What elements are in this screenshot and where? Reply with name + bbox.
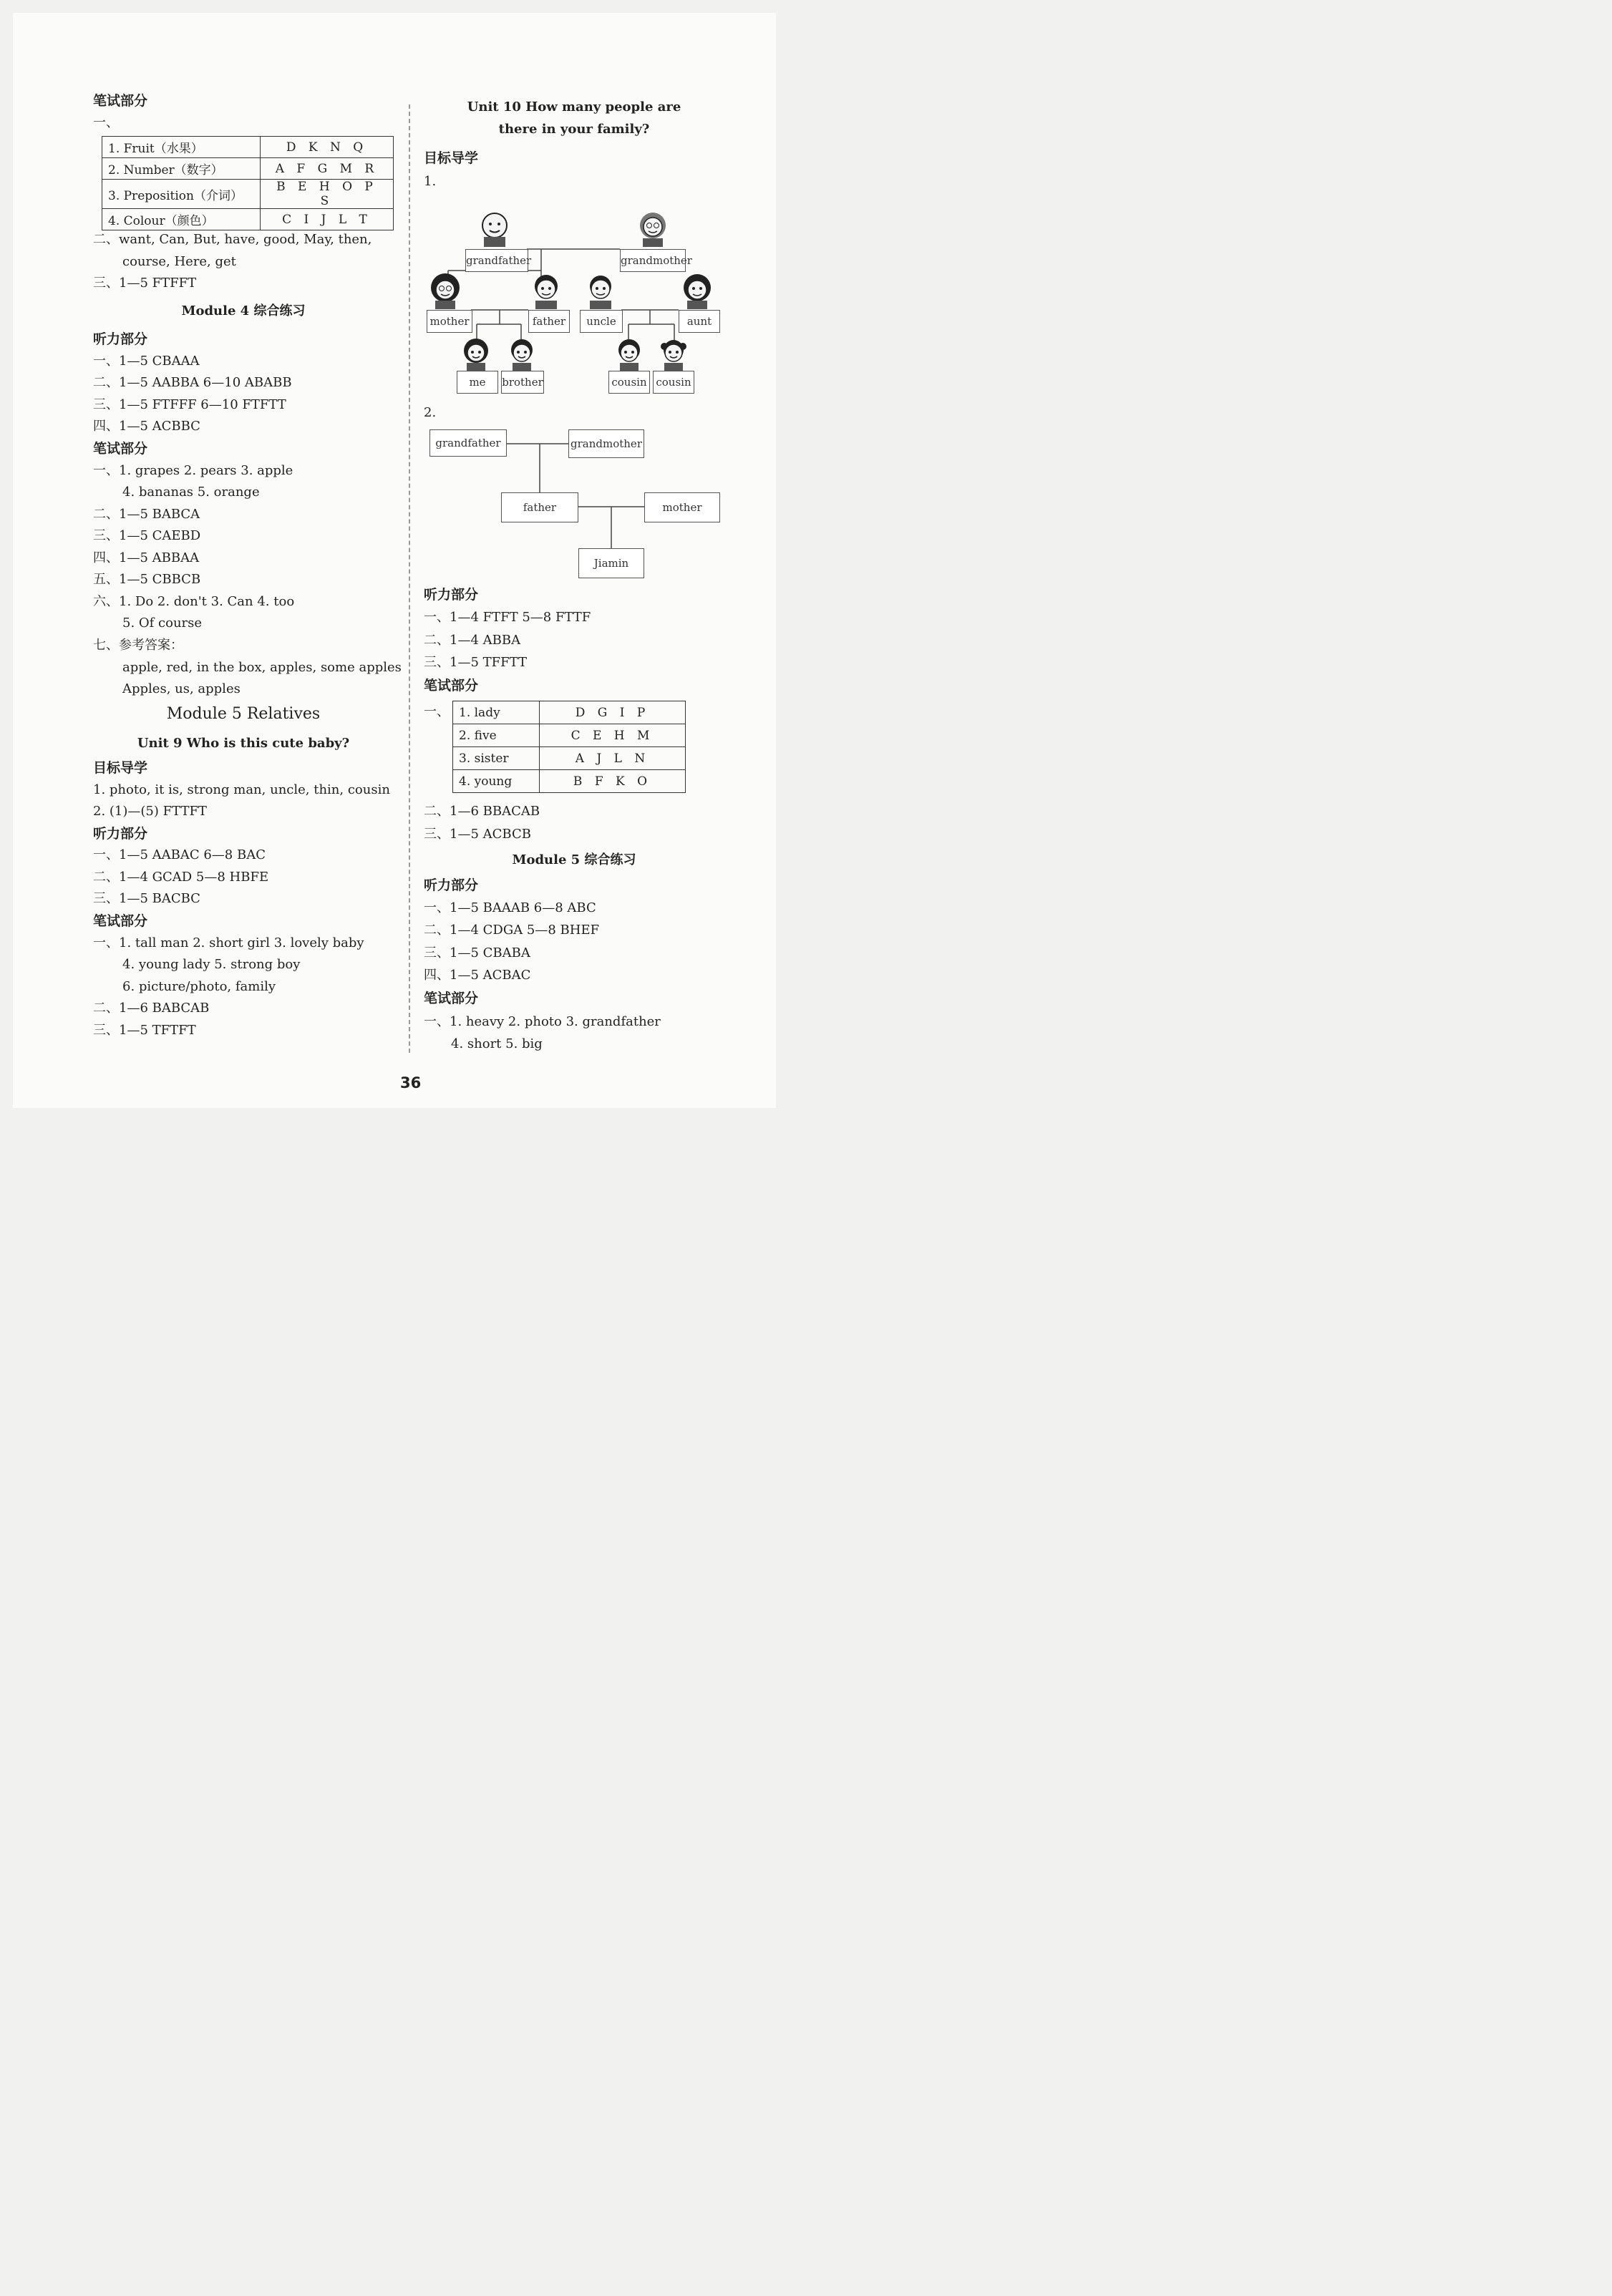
- answer-line: 三、1—5 BACBC: [93, 891, 200, 906]
- section-heading: 笔试部分: [424, 678, 479, 694]
- table-cell: 4. young: [453, 770, 540, 793]
- section-heading: 听力部分: [93, 331, 148, 347]
- section-heading: 听力部分: [424, 877, 479, 893]
- me-portrait: [458, 336, 494, 374]
- answer-line: 二、1—6 BABCAB: [93, 1001, 210, 1016]
- item-number: 1.: [424, 174, 437, 189]
- answer-line: 5. Of course: [122, 616, 203, 631]
- answer-line: 一、1—5 CBAAA: [93, 354, 200, 369]
- answer-line: 一、1—4 FTFT 5—8 FTTF: [424, 610, 591, 625]
- section-heading: 笔试部分: [93, 913, 148, 929]
- table-cell: B E H O P S: [261, 180, 394, 209]
- answer-table-1: [102, 136, 394, 230]
- grandmother-portrait: [634, 210, 671, 250]
- table-cell: 2. Number（数字）: [102, 158, 261, 180]
- table-row: [102, 180, 394, 209]
- tree2-box-grandfather: grandfather: [429, 429, 507, 457]
- column-divider: [409, 104, 410, 1053]
- tree-box-grandmother: grandmother: [620, 249, 686, 272]
- answer-line: 六、1. Do 2. don't 3. Can 4. too: [93, 594, 295, 609]
- answer-line: 4. young lady 5. strong boy: [122, 957, 301, 972]
- answer-line: 一、1. tall man 2. short girl 3. lovely baby: [93, 935, 364, 950]
- answer-line: apple, red, in the box, apples, some apples: [122, 660, 402, 675]
- table-row: [102, 137, 394, 158]
- answer-line: 二、1—5 AABBA 6—10 ABABB: [93, 375, 292, 390]
- table-row: [453, 770, 686, 793]
- answer-line: course, Here, get: [122, 254, 236, 269]
- table-cell: 2. five: [453, 724, 540, 747]
- page-number: 36: [400, 1074, 422, 1091]
- tree2-box-father: father: [501, 492, 578, 522]
- table-cell: C E H M: [540, 724, 686, 747]
- tree-box-grandfather: grandfather: [465, 249, 528, 272]
- aunt-portrait: [679, 272, 716, 312]
- answer-line: 4. short 5. big: [451, 1036, 543, 1051]
- table-row: [453, 747, 686, 770]
- section-heading: 目标导学: [424, 150, 479, 166]
- uncle-portrait: [583, 272, 618, 312]
- answer-line: 七、参考答案：: [93, 638, 183, 653]
- table-cell: A F G M R: [261, 158, 394, 180]
- table-cell: 1. lady: [453, 701, 540, 724]
- item-number: 2.: [424, 405, 437, 420]
- tree-box-brother: brother: [501, 371, 544, 394]
- table-cell: A J L N: [540, 747, 686, 770]
- cousin-portrait: [656, 336, 691, 374]
- unit-title: Unit 9 Who is this cute baby?: [137, 736, 350, 751]
- module-title: Module 4 综合练习: [181, 303, 306, 318]
- answer-line: 三、1—5 TFTFT: [93, 1023, 196, 1038]
- answer-line: 4. bananas 5. orange: [122, 485, 260, 500]
- answer-line: 二、1—4 ABBA: [424, 633, 521, 648]
- unit-title: Unit 10 How many people are: [467, 99, 681, 115]
- table-row: [102, 158, 394, 180]
- answer-line: 三、1—5 TFFTT: [424, 655, 527, 670]
- question-label: 一、: [93, 115, 119, 130]
- tree-box-cousin: cousin: [608, 371, 650, 394]
- answer-line: 四、1—5 ACBAC: [424, 968, 531, 983]
- answer-line: 6. picture/photo, family: [122, 979, 276, 994]
- answer-line: 一、1. grapes 2. pears 3. apple: [93, 463, 293, 478]
- table-row: [102, 209, 394, 230]
- tree-box-me: me: [457, 371, 498, 394]
- tree2-box-grandmother: grandmother: [568, 429, 644, 458]
- tree-box-aunt: aunt: [679, 310, 720, 333]
- section-heading: 笔试部分: [424, 991, 479, 1006]
- section-heading: 笔试部分: [93, 441, 148, 457]
- answer-line: 五、1—5 CBBCB: [93, 572, 201, 587]
- unit-title: there in your family?: [498, 122, 650, 137]
- section-heading: 听力部分: [93, 826, 148, 842]
- table-row: [453, 724, 686, 747]
- answer-line: 1. photo, it is, strong man, uncle, thin, cousin: [93, 782, 390, 797]
- mother-portrait: [427, 272, 464, 312]
- table-row: [453, 701, 686, 724]
- tree-box-father: father: [528, 310, 570, 333]
- answer-table-2: [452, 701, 686, 793]
- answer-line: 三、1—5 CAEBD: [93, 528, 201, 543]
- answer-line: 2. (1)—(5) FTTFT: [93, 804, 207, 819]
- cousin-portrait: [611, 336, 647, 374]
- table-cell: D G I P: [540, 701, 686, 724]
- tree2-box-mother: mother: [644, 492, 720, 522]
- answer-line: 二、1—5 BABCA: [93, 507, 200, 522]
- table-cell: B F K O: [540, 770, 686, 793]
- page: [13, 13, 776, 1108]
- answer-line: 三、1—5 FTFFT: [93, 276, 197, 291]
- table-cell: D K N Q: [261, 137, 394, 158]
- tree-box-uncle: uncle: [580, 310, 623, 333]
- question-label: 一、: [424, 704, 450, 719]
- answer-line: 四、1—5 ABBAA: [93, 550, 200, 565]
- answer-line: Apples, us, apples: [122, 681, 241, 696]
- module-title: Module 5 综合练习: [512, 852, 636, 867]
- module-title: Module 5 Relatives: [166, 705, 321, 723]
- table-cell: 4. Colour（颜色）: [102, 209, 261, 230]
- table-cell: C I J L T: [261, 209, 394, 230]
- tree-box-cousin: cousin: [653, 371, 694, 394]
- section-heading: 笔试部分: [93, 93, 148, 109]
- table-cell: 3. Preposition（介词）: [102, 180, 261, 209]
- table-cell: 1. Fruit（水果）: [102, 137, 261, 158]
- answer-line: 三、1—5 FTFFF 6—10 FTFTT: [93, 397, 286, 412]
- answer-line: 四、1—5 ACBBC: [93, 419, 200, 434]
- section-heading: 目标导学: [93, 760, 148, 776]
- tree-box-mother: mother: [427, 310, 472, 333]
- answer-line: 二、1—4 CDGA 5—8 BHEF: [424, 923, 600, 938]
- answer-line: 一、1—5 AABAC 6—8 BAC: [93, 847, 266, 862]
- answer-line: 二、1—4 GCAD 5—8 HBFE: [93, 870, 269, 885]
- answer-line: 二、1—6 BBACAB: [424, 804, 540, 819]
- grandfather-portrait: [477, 210, 513, 250]
- answer-line: 一、1. heavy 2. photo 3. grandfather: [424, 1014, 661, 1029]
- answer-line: 二、want, Can, But, have, good, May, then,: [93, 232, 372, 247]
- answer-line: 三、1—5 ACBCB: [424, 827, 531, 842]
- tree2-box-child: Jiamin: [578, 548, 644, 578]
- brother-portrait: [504, 336, 540, 374]
- father-portrait: [528, 272, 564, 312]
- answer-line: 三、1—5 CBABA: [424, 945, 530, 960]
- section-heading: 听力部分: [424, 587, 479, 603]
- answer-line: 一、1—5 BAAAB 6—8 ABC: [424, 900, 596, 915]
- table-cell: 3. sister: [453, 747, 540, 770]
